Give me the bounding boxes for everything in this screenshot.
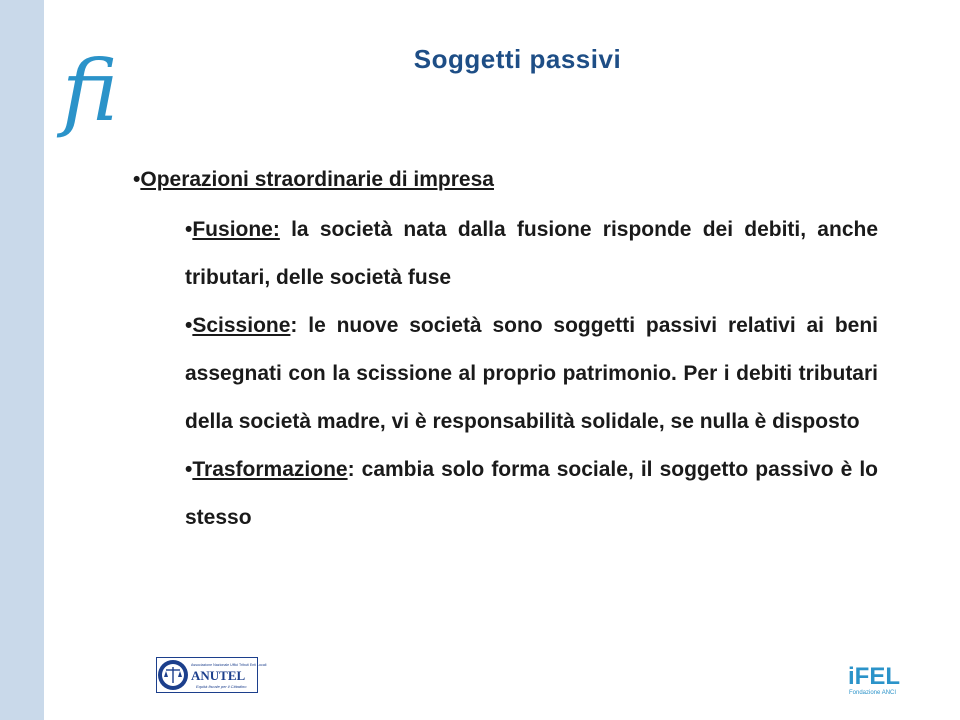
main-bullet-label: Operazioni straordinarie di impresa <box>140 168 494 191</box>
svg-text:Associazione Nazionale Uffici: Associazione Nazionale Uffici Tributi Enti Locali <box>191 663 267 667</box>
svg-text:ANUTEL: ANUTEL <box>191 668 246 683</box>
sub-bullet-trasformazione: •Trasformazione: cambia solo forma sociale, il soggetto passivo è lo stesso <box>185 458 878 529</box>
ifel-logo <box>848 654 902 698</box>
bullet-text: : le nuove società sono soggetti passivi relativi ai beni assegnati con la scissione al proprio patrimonio. Per i debiti tributari della società madre, vi è responsabilità solidale, se nulla è disposto <box>185 314 878 433</box>
left-decorative-band <box>0 0 44 720</box>
sub-bullet-scissione: •Scissione: le nuove società sono soggetti passivi relativi ai beni assegnati con la scissione al proprio patrimonio. Per i debiti tributari della società madre, vi è responsabilità solidale, se nulla è disposto <box>185 314 878 433</box>
bullet-text: : cambia solo forma sociale, il soggetto passivo è lo stesso <box>185 458 878 529</box>
slide-title: Soggetti passivi <box>413 44 622 74</box>
sub-bullet-fusione: •Fusione: la società nata dalla fusione risponde dei debiti, anche tributari, delle società fuse <box>185 218 878 289</box>
bullet-term: Scissione <box>192 314 291 337</box>
anutel-logo <box>156 657 267 693</box>
svg-text:iFEL: iFEL <box>848 663 900 690</box>
svg-text:Equità fiscale per il Cittadin: Equità fiscale per il Cittadino <box>196 684 247 689</box>
slide-content <box>133 160 878 542</box>
bullet-text: la società nata dalla fusione risponde dei debiti, anche tributari, delle società fuse <box>185 218 878 289</box>
bullet-term: Fusione: <box>192 218 280 241</box>
svg-text:Fondazione ANCI: Fondazione ANCI <box>849 690 897 696</box>
sub-bullet-list <box>185 206 878 542</box>
svg-text:fi: fi <box>62 42 119 140</box>
main-bullet: •Operazioni straordinarie di impresa <box>133 168 494 191</box>
bullet-term: Trasformazione <box>192 458 348 481</box>
